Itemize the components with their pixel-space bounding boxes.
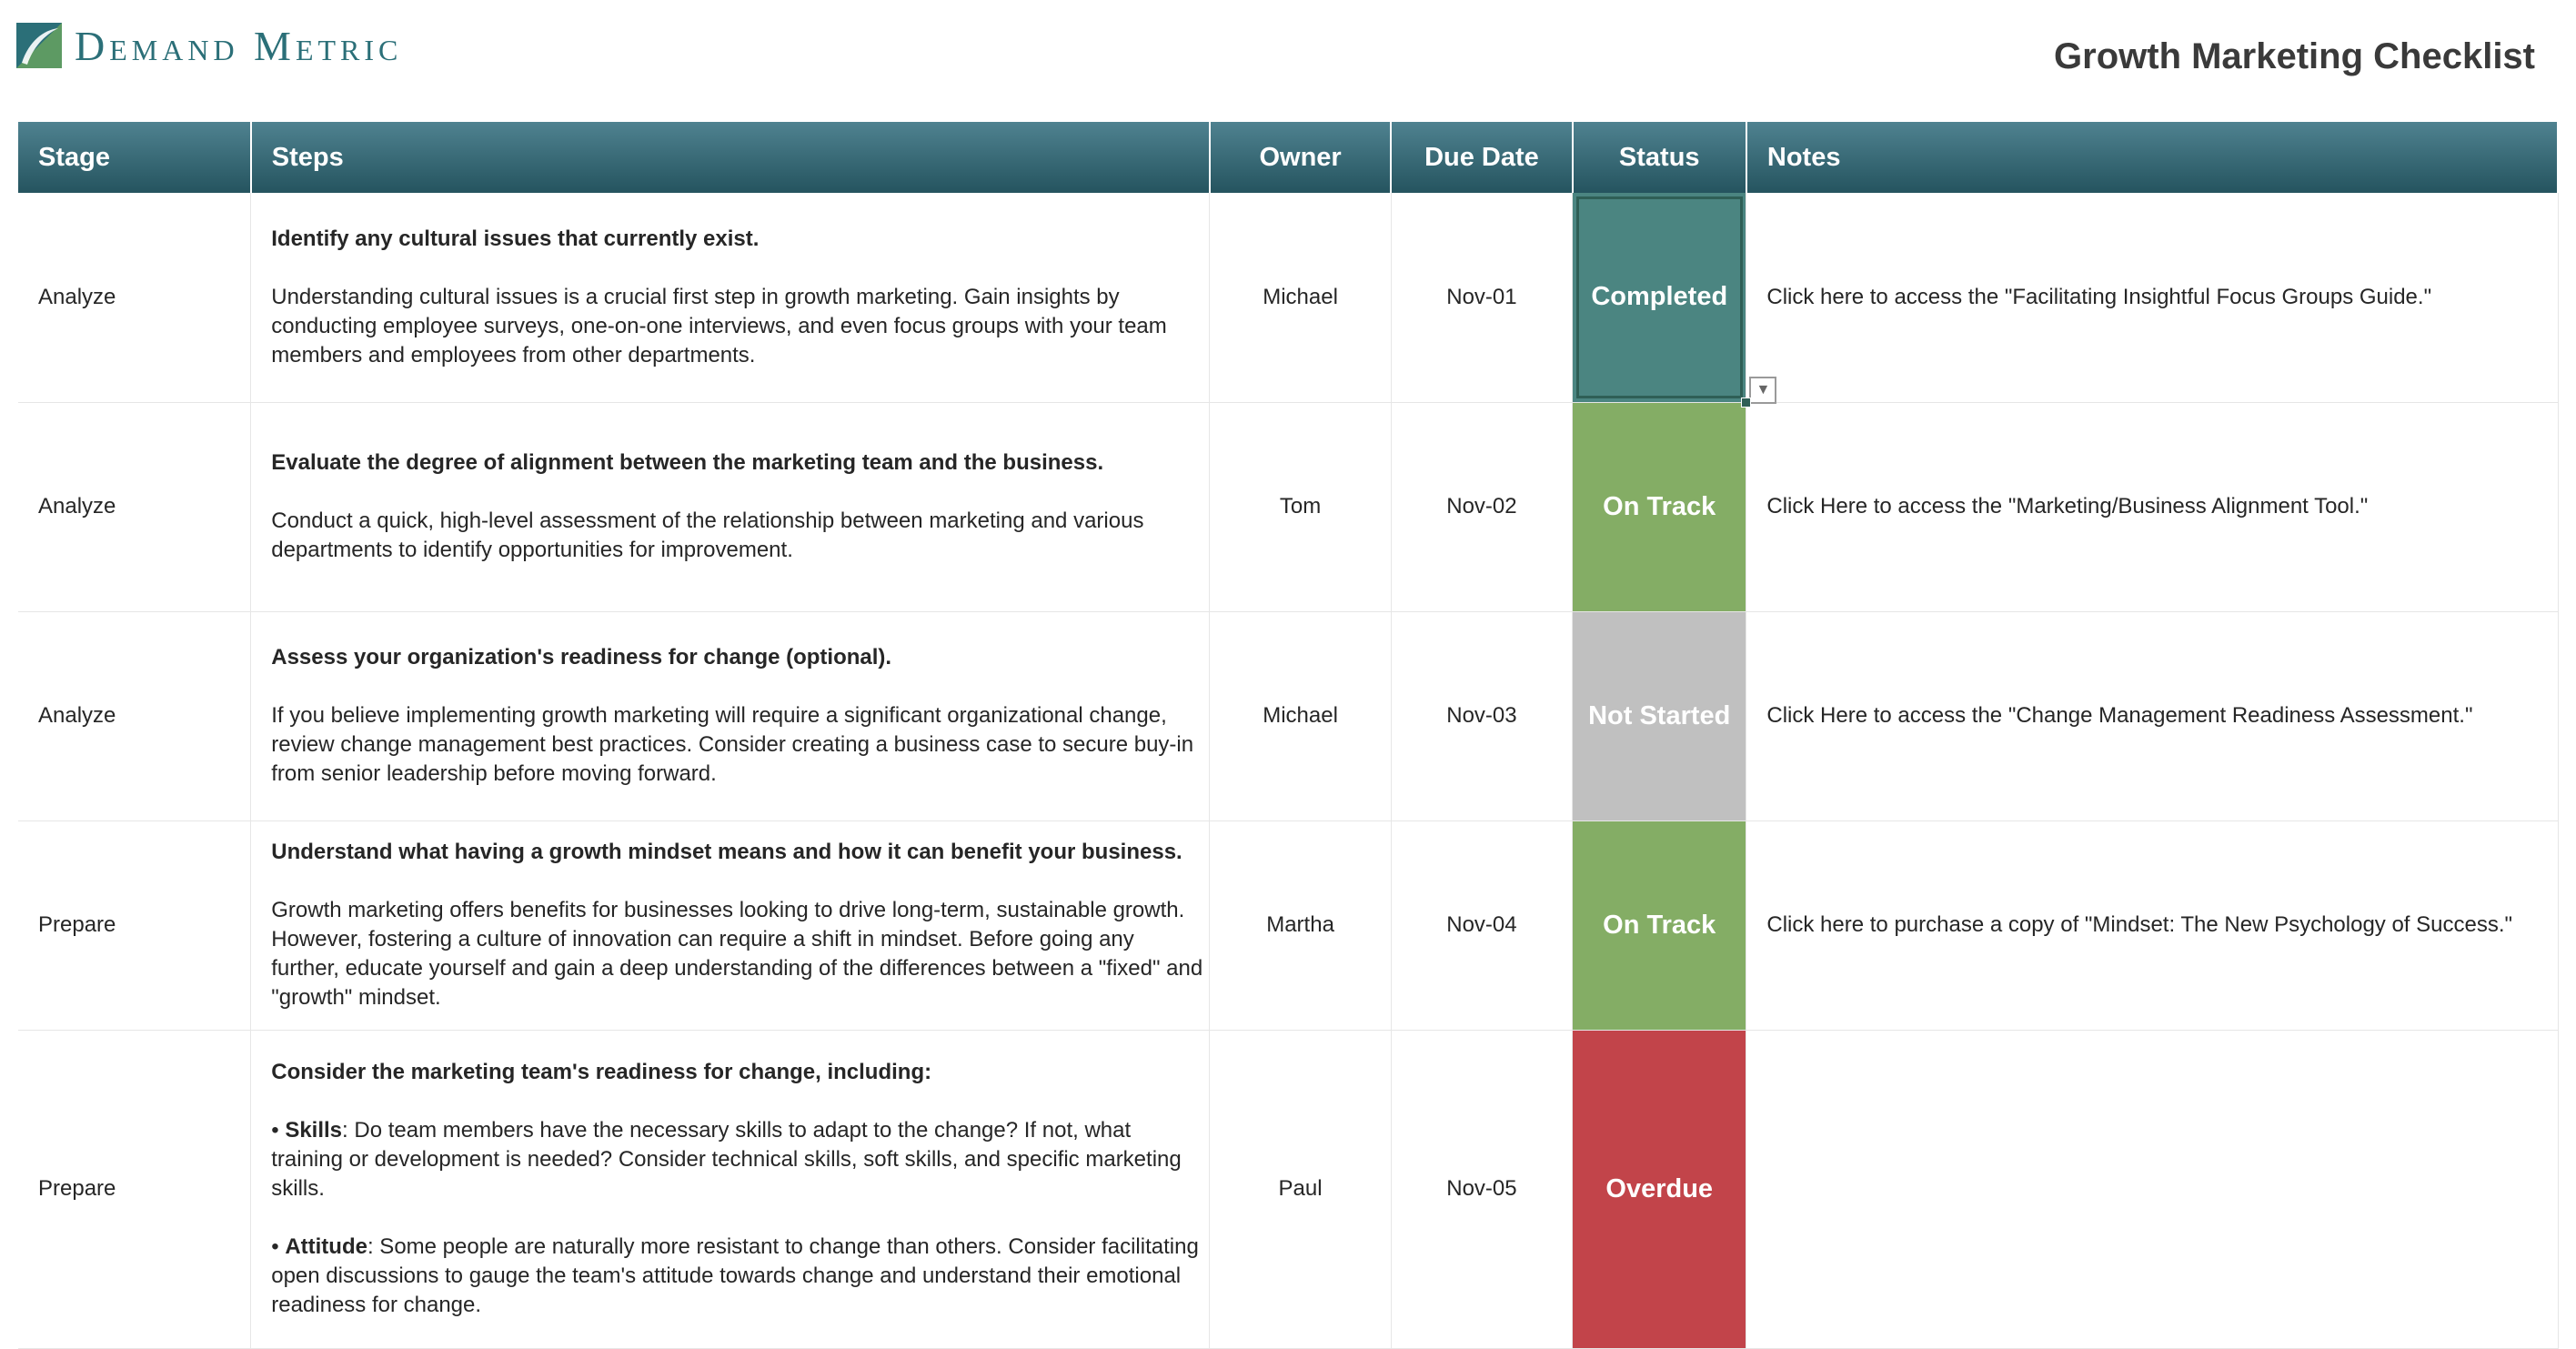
owner-cell[interactable]: Michael [1210, 611, 1391, 820]
steps-cell[interactable] [251, 402, 1210, 611]
table-row [18, 820, 2558, 1030]
column-header-stage[interactable]: Stage [18, 122, 251, 193]
status-cell[interactable]: On Track [1573, 820, 1746, 1030]
step-title: Assess your organization's readiness for change (optional). [271, 645, 892, 669]
step-title: Identify any cultural issues that currently exist. [271, 226, 760, 251]
step-body: Growth marketing offers benefits for businesses looking to drive long-term, sustainable growth. However, fostering a culture of innovation can require a shift in mindset. Before going any further, educate yourself and gain a deep understanding of the differences between a "fixed" and "growth" mindset. [271, 898, 1203, 1010]
status-label: Completed [1591, 282, 1728, 312]
column-header-notes[interactable]: Notes [1746, 122, 2558, 193]
notes-cell[interactable] [1746, 1030, 2558, 1348]
brand-name: Demand Metric [75, 22, 403, 69]
stage-cell[interactable]: Prepare [18, 820, 251, 1030]
column-header-status[interactable]: Status [1573, 122, 1746, 193]
chevron-down-icon: ▼ [1756, 381, 1771, 398]
owner-cell[interactable]: Paul [1210, 1030, 1391, 1348]
status-cell[interactable]: Overdue [1573, 1030, 1746, 1348]
step-bullet: • Skills: Do team members have the necessary skills to adapt to the change? If not, what training or development is needed? Consider technical skills, soft skills, and specific marketing skills. [271, 1118, 1182, 1201]
step-title: Understand what having a growth mindset means and how it can benefit your business. [271, 840, 1182, 864]
column-header-steps[interactable]: Steps [251, 122, 1210, 193]
bullet-label: Attitude [285, 1234, 367, 1259]
status-dropdown-button[interactable] [1749, 377, 1776, 404]
steps-cell[interactable] [251, 193, 1210, 402]
owner-cell[interactable]: Tom [1210, 402, 1391, 611]
step-body: If you believe implementing growth marketing will require a significant organizational change, review change management best practices. Consider creating a business case to secure buy-in from senior leadership before moving forward. [271, 703, 1194, 786]
checklist-table [18, 122, 2559, 1349]
stage-cell[interactable]: Analyze [18, 193, 251, 402]
page-title: Growth Marketing Checklist [2054, 36, 2535, 76]
due-date-cell[interactable]: Nov-04 [1391, 820, 1572, 1030]
table-row [18, 402, 2558, 611]
step-bullet: • Attitude: Some people are naturally more resistant to change than others. Consider facilitating open discussions to gauge the team's attitude towards change and understand their emotional readiness for change. [271, 1234, 1199, 1317]
steps-cell[interactable] [251, 1030, 1210, 1348]
due-date-cell[interactable]: Nov-01 [1391, 193, 1572, 402]
due-date-cell[interactable]: Nov-02 [1391, 402, 1572, 611]
table-row [18, 1030, 2558, 1348]
status-cell[interactable]: Not Started [1573, 611, 1746, 820]
due-date-cell[interactable]: Nov-03 [1391, 611, 1572, 820]
logo-mark-icon [16, 23, 62, 68]
owner-cell[interactable]: Martha [1210, 820, 1391, 1030]
notes-cell[interactable]: Click Here to access the "Change Management Readiness Assessment." [1746, 611, 2558, 820]
bullet-label: Skills [285, 1118, 343, 1143]
owner-cell[interactable]: Michael [1210, 193, 1391, 402]
stage-cell[interactable]: Analyze [18, 611, 251, 820]
column-header-owner[interactable]: Owner [1210, 122, 1391, 193]
steps-cell[interactable] [251, 820, 1210, 1030]
status-cell[interactable]: On Track [1573, 402, 1746, 611]
checklist-table-container [0, 122, 2576, 1349]
stage-cell[interactable]: Analyze [18, 402, 251, 611]
column-header-due-date[interactable]: Due Date [1391, 122, 1572, 193]
status-cell[interactable] [1573, 193, 1771, 402]
fill-handle[interactable] [1741, 398, 1751, 408]
step-title: Evaluate the degree of alignment between the marketing team and the business. [271, 450, 1104, 475]
bullet-text: : Do team members have the necessary skills to adapt to the change? If not, what training or development is needed? Consider technical skills, soft skills, and specific marketing skills. [271, 1118, 1182, 1201]
table-row [18, 611, 2558, 820]
table-header-row [18, 122, 2558, 193]
bullet-text: : Some people are naturally more resistant to change than others. Consider facilitating open discussions to gauge the team's attitude towards change and understand their emotional readiness for change. [271, 1234, 1199, 1317]
step-body: Conduct a quick, high-level assessment of the relationship between marketing and various departments to identify opportunities for improvement. [271, 508, 1144, 562]
table-row [18, 193, 2558, 402]
step-title: Consider the marketing team's readiness for change, including: [271, 1060, 932, 1084]
notes-cell[interactable]: Click here to access the "Facilitating Insightful Focus Groups Guide." [1746, 193, 2558, 402]
stage-cell[interactable]: Prepare [18, 1030, 251, 1348]
steps-cell[interactable] [251, 611, 1210, 820]
due-date-cell[interactable]: Nov-05 [1391, 1030, 1572, 1348]
notes-cell[interactable]: Click here to purchase a copy of "Mindset: The New Psychology of Success." [1746, 820, 2558, 1030]
brand-logo [16, 20, 402, 71]
notes-cell[interactable]: Click Here to access the "Marketing/Business Alignment Tool." [1746, 402, 2558, 611]
page-header [0, 0, 2576, 122]
step-body: Understanding cultural issues is a crucial first step in growth marketing. Gain insights by conducting employee surveys, one-on-one interviews, and even focus groups with your team members and employees from other departments. [271, 284, 1167, 367]
